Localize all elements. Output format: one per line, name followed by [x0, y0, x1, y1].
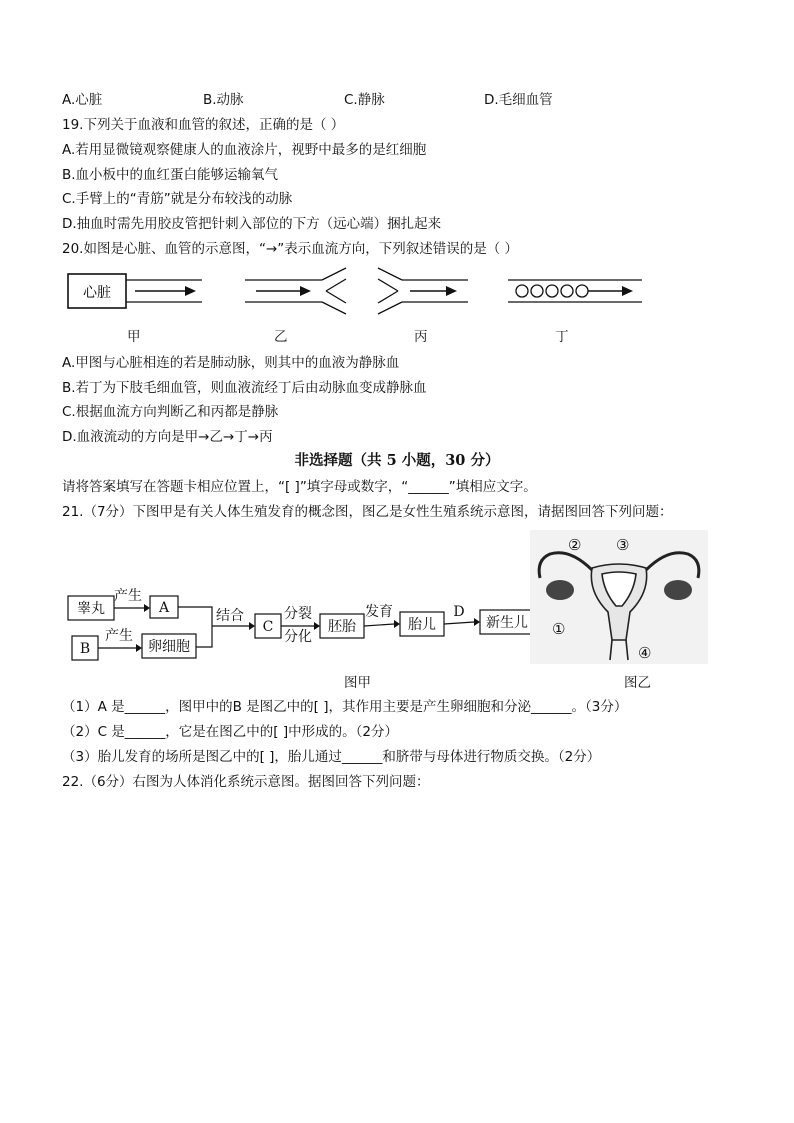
- q22-stem: 22.（6分）右图为人体消化系统示意图。据图回答下列问题：: [62, 774, 430, 790]
- q21-part-1: （1）A 是______，图甲中的B 是图乙中的[ ]，其作用主要是产生卵细胞和分泌______。（3分）: [62, 699, 628, 715]
- produce-label-2: 产生: [105, 628, 133, 644]
- marker-4: ④: [638, 644, 652, 662]
- testis-box: 睾丸: [77, 601, 105, 617]
- marker-2: ②: [568, 536, 582, 554]
- heart-label: 心脏: [83, 285, 111, 301]
- caption-fig-a: 图甲: [344, 675, 371, 691]
- q20-option-b: B.若丁为下肢毛细血管，则血液流经丁后由动脉血变成静脉血: [62, 380, 427, 396]
- q19-option-d: D.抽血时需先用胶皮管把针刺入部位的下方（远心端）捆扎起来: [62, 216, 442, 232]
- box-a: A: [158, 600, 170, 616]
- newborn-box: 新生儿: [486, 615, 528, 631]
- q18-option-a: A.心脏: [62, 92, 103, 108]
- produce-label-1: 产生: [114, 588, 142, 604]
- q20-option-d: D.血液流动的方向是甲→乙→丁→丙: [62, 429, 273, 445]
- q20-option-c: C.根据血流方向判断乙和丙都是静脉: [62, 404, 279, 420]
- q20-caption-yi: 乙: [274, 329, 288, 345]
- marker-3: ③: [616, 536, 630, 554]
- section-title: 非选择题（共 5 小题，30 分）: [294, 452, 500, 469]
- q18-option-b: B.动脉: [203, 92, 244, 108]
- reproduction-concept-map: [62, 576, 542, 668]
- divide-label: 分裂: [284, 606, 312, 622]
- box-c: C: [262, 619, 274, 635]
- q19-stem: 19.下列关于血液和血管的叙述，正确的是（ ）: [62, 117, 345, 133]
- section-instruction: 请将答案填写在答题卡相应位置上，“[ ]”填字母或数字，“______”填相应文字。: [62, 479, 537, 495]
- q19-option-a: A.若用显微镜观察健康人的血液涂片，视野中最多的是红细胞: [62, 142, 427, 158]
- q20-stem: 20.如图是心脏、血管的示意图，“→”表示血流方向，下列叙述错误的是（ ）: [62, 241, 519, 257]
- box-b: B: [79, 641, 91, 657]
- q20-option-a: A.甲图与心脏相连的若是肺动脉，则其中的血液为静脉血: [62, 355, 400, 371]
- q19-option-b: B.血小板中的血红蛋白能够运输氧气: [62, 167, 279, 183]
- develop-label: 发育: [365, 604, 393, 620]
- differentiate-label: 分化: [284, 629, 312, 645]
- marker-1: ①: [552, 620, 566, 638]
- q19-option-c: C.手臂上的“青筋”就是分布较浅的动脉: [62, 191, 293, 207]
- d-label: D: [453, 604, 465, 620]
- female-reproductive-diagram: [530, 530, 708, 664]
- q20-caption-jia: 甲: [127, 329, 141, 345]
- q20-caption-bing: 丙: [414, 329, 428, 345]
- q21-part-3: （3）胎儿发育的场所是图乙中的[ ]，胎儿通过______和脐带与母体进行物质交换。（2分）: [62, 749, 601, 765]
- blood-vessel-diagram: [60, 266, 650, 320]
- q20-caption-ding: 丁: [555, 329, 569, 345]
- egg-box: 卵细胞: [148, 639, 190, 655]
- combine-label: 结合: [216, 608, 244, 624]
- embryo-box: 胚胎: [328, 619, 356, 635]
- q18-option-c: C.静脉: [344, 92, 385, 108]
- caption-fig-b: 图乙: [624, 675, 651, 691]
- fetus-box: 胎儿: [408, 617, 436, 633]
- q18-option-d: D.毛细血管: [484, 92, 553, 108]
- q21-stem: 21.（7分）下图甲是有关人体生殖发育的概念图，图乙是女性生殖系统示意图，请据图回答下列问题：: [62, 504, 673, 520]
- q21-part-2: （2）C 是______，它是在图乙中的[ ]中形成的。（2分）: [62, 724, 398, 740]
